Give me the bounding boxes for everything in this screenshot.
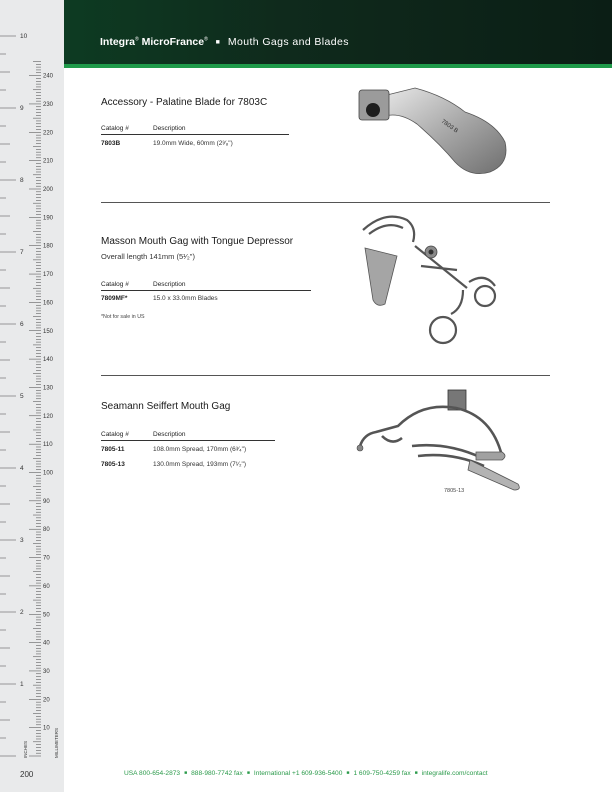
section-title-palatine-blade: Accessory - Palatine Blade for 7803C bbox=[101, 97, 268, 108]
ruler-mm-label: 60 bbox=[43, 583, 50, 590]
table-header-rule bbox=[101, 440, 275, 441]
catalog-number: 7805-13 bbox=[101, 461, 125, 468]
section-subtitle-overall-length: Overall length 141mm (5¹⁄₂") bbox=[101, 252, 195, 261]
product-mark: ® bbox=[204, 36, 208, 43]
ruler-mm-label: 50 bbox=[43, 612, 50, 619]
ruler-mm-label: 20 bbox=[43, 697, 50, 704]
ruler-mm-label: 230 bbox=[43, 101, 54, 108]
contact-footer bbox=[124, 770, 488, 777]
ruler-inch-label: 5 bbox=[20, 393, 24, 400]
footer-website: integralife.com/contact bbox=[421, 770, 488, 777]
ruler-inch-label: 10 bbox=[20, 33, 28, 40]
section-divider bbox=[101, 375, 550, 376]
ruler-mm-label: 160 bbox=[43, 300, 54, 307]
table-header-rule bbox=[101, 134, 289, 135]
page-header bbox=[64, 0, 612, 64]
catalog-description: 19.0mm Wide, 60mm (2³⁄₈") bbox=[153, 140, 233, 147]
ruler-mm-label: 220 bbox=[43, 130, 54, 137]
ruler-mm-label: 210 bbox=[43, 158, 54, 165]
catalog-number: 7809MF* bbox=[101, 295, 128, 302]
footer-intl-fax: 1 609-750-4259 fax bbox=[353, 770, 411, 777]
ruler-inch-label: 7 bbox=[20, 249, 24, 256]
header-accent-bar bbox=[64, 64, 612, 68]
masson-mouth-gag-illustration bbox=[355, 208, 505, 353]
ruler-mm-label: 130 bbox=[43, 385, 54, 392]
header-separator: ■ bbox=[215, 39, 220, 46]
ruler-inch-label: 9 bbox=[20, 105, 24, 112]
table-header-rule bbox=[101, 290, 311, 291]
measurement-ruler bbox=[0, 0, 64, 792]
ruler-mm-label: 240 bbox=[43, 73, 54, 80]
section-divider bbox=[101, 202, 550, 203]
footer-usa-phone: USA 800-654-2873 bbox=[124, 770, 181, 777]
ruler-mm-label: 200 bbox=[43, 187, 54, 193]
ruler-inch-label: 1 bbox=[20, 681, 24, 688]
blade-engraving: 7803 B bbox=[439, 118, 459, 135]
image-label: 7805-13 bbox=[444, 488, 465, 494]
catalog-description: 15.0 x 33.0mm Blades bbox=[153, 295, 218, 302]
catalog-description: 130.0mm Spread, 193mm (7¹⁄₂") bbox=[153, 461, 246, 468]
ruler-inch-label: 6 bbox=[20, 321, 24, 328]
col-head-description: Description bbox=[153, 125, 186, 132]
ruler-inch-label: 4 bbox=[20, 465, 24, 472]
ruler-inch-label: 8 bbox=[20, 177, 24, 184]
ruler-inch-label: 3 bbox=[20, 537, 24, 544]
ruler-mm-label: 10 bbox=[43, 725, 50, 732]
col-head-catalog: Catalog # bbox=[101, 125, 129, 132]
section-title-masson-gag: Masson Mouth Gag with Tongue Depressor bbox=[101, 236, 294, 247]
header-subtitle: Mouth Gags and Blades bbox=[227, 36, 349, 48]
ruler-mm-label: 110 bbox=[43, 442, 53, 449]
footer-separator: ■ bbox=[246, 770, 250, 776]
footer-separator: ■ bbox=[184, 770, 188, 776]
ruler-mm-label: 180 bbox=[43, 243, 54, 250]
section-title-seamann-seiffert-gag: Seamann Seiffert Mouth Gag bbox=[101, 401, 231, 412]
header-title bbox=[100, 36, 349, 48]
ruler-inches-label: INCHES bbox=[23, 740, 28, 758]
palatine-blade-illustration bbox=[355, 82, 515, 182]
ruler-mm-label: 190 bbox=[43, 215, 54, 222]
ruler-mm-label: 140 bbox=[43, 357, 54, 364]
footer-usa-fax: 888-980-7742 fax bbox=[191, 770, 243, 777]
ruler-mm-label: 40 bbox=[43, 640, 50, 647]
catalog-number: 7803B bbox=[101, 140, 121, 147]
ruler-mm-label: 150 bbox=[43, 328, 54, 335]
ruler-mm-label: 70 bbox=[43, 555, 50, 562]
ruler-mm-label: 170 bbox=[43, 272, 54, 279]
footer-separator: ■ bbox=[346, 770, 350, 776]
footer-separator: ■ bbox=[414, 770, 418, 776]
ruler-millimeters-label: MILLIMETERS bbox=[54, 727, 59, 758]
ruler-mm-label: 100 bbox=[43, 470, 54, 477]
brand-mark: ® bbox=[135, 36, 139, 43]
col-head-description: Description bbox=[153, 281, 186, 288]
ruler-ticks bbox=[0, 0, 64, 792]
brand-name: Integra bbox=[100, 36, 136, 48]
seamann-seiffert-gag-illustration bbox=[352, 386, 532, 496]
product-name: MicroFrance bbox=[141, 36, 205, 48]
footer-intl-phone: International +1 609-936-5400 bbox=[253, 770, 343, 777]
catalog-number: 7805-11 bbox=[101, 446, 125, 453]
ruler-mm-label: 30 bbox=[43, 668, 50, 675]
catalog-description: 108.0mm Spread, 170mm (6³⁄₄") bbox=[153, 446, 247, 453]
ruler-mm-label: 120 bbox=[43, 413, 54, 420]
availability-note: *Not for sale in US bbox=[101, 314, 145, 320]
col-head-catalog: Catalog # bbox=[101, 431, 129, 438]
ruler-inch-label: 2 bbox=[20, 609, 24, 616]
page-number: 200 bbox=[20, 770, 34, 779]
col-head-description: Description bbox=[153, 431, 186, 438]
col-head-catalog: Catalog # bbox=[101, 281, 129, 288]
ruler-mm-label: 80 bbox=[43, 527, 50, 534]
ruler-mm-label: 90 bbox=[43, 498, 50, 505]
